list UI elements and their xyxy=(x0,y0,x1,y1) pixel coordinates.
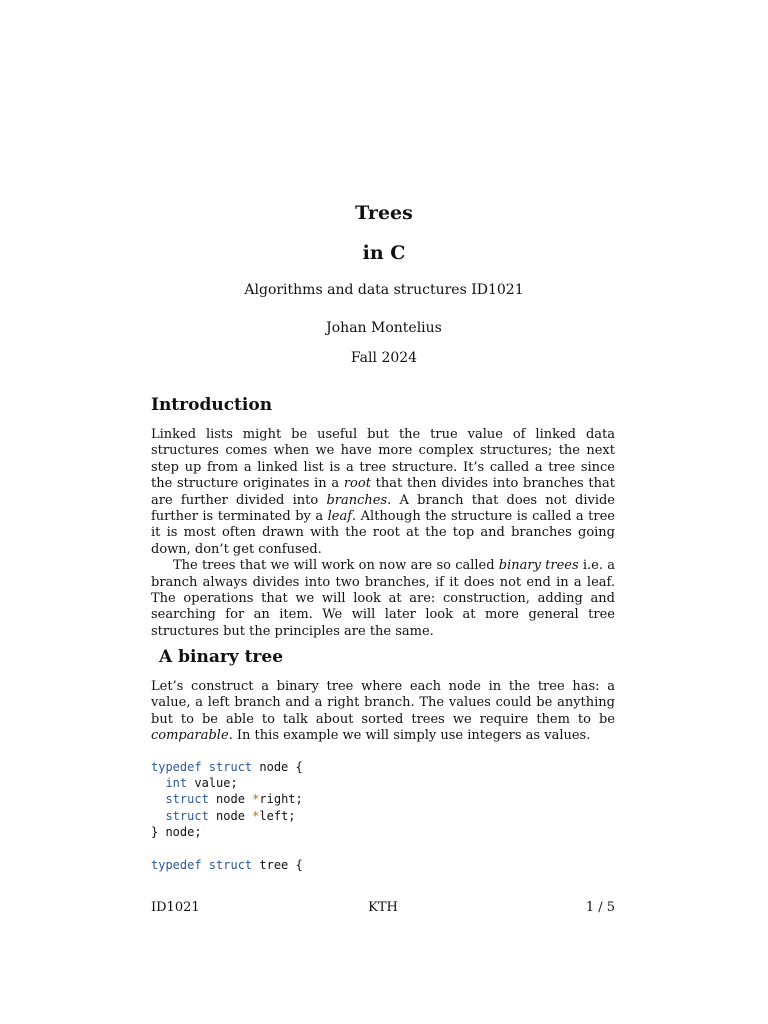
binary-tree-heading: A binary tree xyxy=(159,647,284,667)
footer-center: KTH xyxy=(368,900,398,915)
binary-tree-section xyxy=(151,646,615,873)
title-line-1: Trees xyxy=(355,202,413,224)
introduction-paragraph-1: Linked lists might be useful but the true value of linked data structures comes when we have more complex structures; the next step up from a linked list is a tree structure. It’s called a tree since the structure originates in a root that then divides into branches that are further divided into branches. A branch that does not divide further is terminated by a leaf. Although the structure is called a tree it is most often drawn with the root at the top and branches going down, don’t get confused. xyxy=(151,427,615,557)
introduction-paragraph-2: The trees that we will work on now are so called binary trees i.e. a branch always divides into two branches, if it does not end in a leaf. The operations that we will look at are: construction, adding and searching for an item. We will later look at more general tree structures but the principles are the same. xyxy=(151,558,615,639)
introduction-heading: Introduction xyxy=(151,395,273,415)
date: Fall 2024 xyxy=(350,350,418,366)
title-block xyxy=(0,201,768,367)
page-number: 1 / 5 xyxy=(585,900,615,915)
footer-left: ID1021 xyxy=(151,900,200,915)
subtitle: Algorithms and data structures ID1021 xyxy=(244,282,524,298)
title-line-2: in C xyxy=(362,242,406,264)
introduction-section xyxy=(151,394,615,640)
binary-tree-paragraph-1: Let’s construct a binary tree where each node in the tree has: a value, a left branch and a right branch. The values could be anything but to be able to talk about sorted trees we require them to be comparable. In this example we will simply use integers as values. xyxy=(151,679,615,744)
page-footer xyxy=(151,900,615,916)
author: Johan Montelius xyxy=(326,320,442,336)
code-listing: typedef struct node { int value; struct node *right; struct node *left; } node; typedef struct tree { xyxy=(151,759,303,873)
